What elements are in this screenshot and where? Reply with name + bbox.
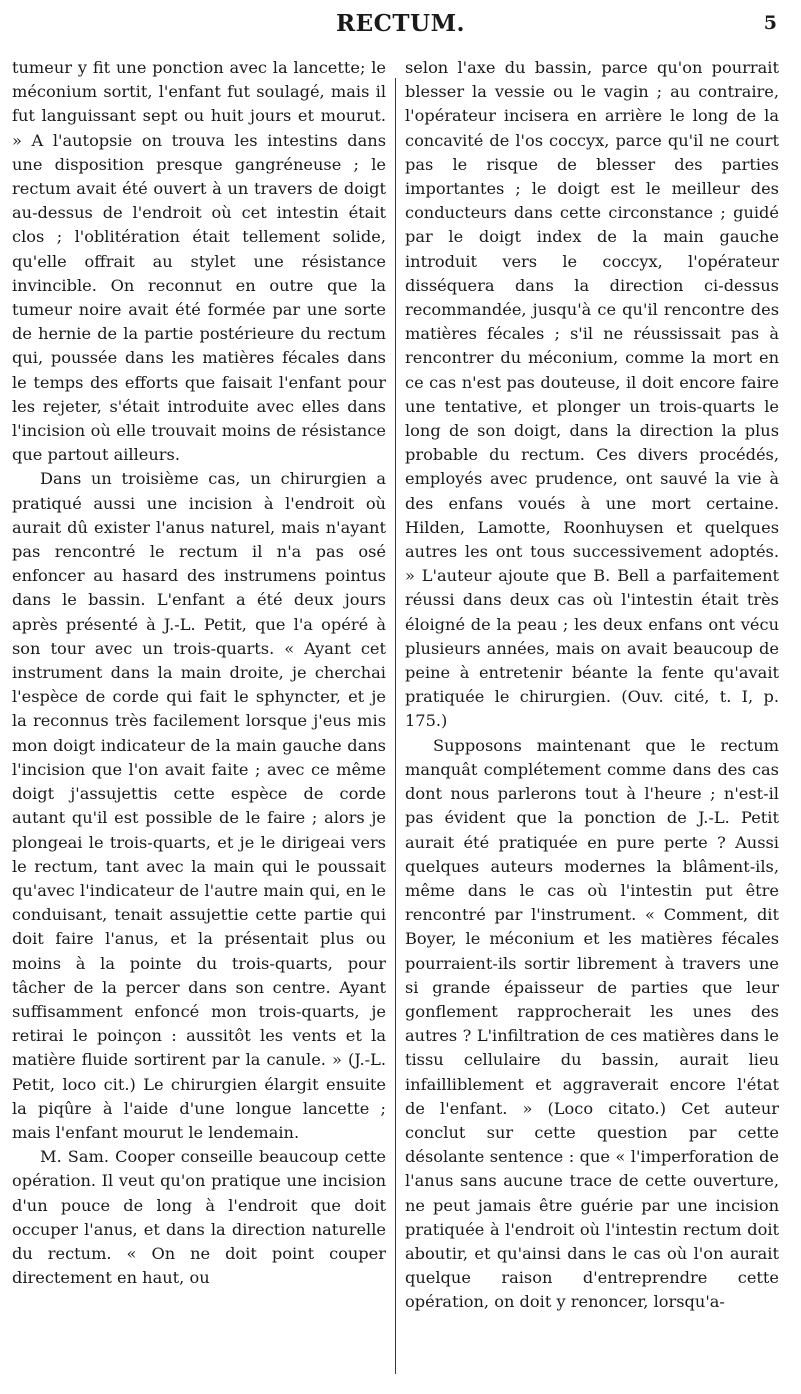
paragraph: selon l'axe du bassin, parce qu'on pourrait blesser la vessie ou le vagin ; au contraire, l'opérateur incisera en arrière le long de la concavité de l'os coccyx, parce qu'il ne court pas le risque de blesser des parties importantes ; le doigt est le meilleur des conducteurs dans cette circonstance ; guidé par le doigt index de la main gauche introduit vers le coccyx, l'opérateur disséquera dans la direction ci-dessus recommandée, jusqu'à ce qu'il rencontre des matières fécales ; s'il ne réussissait pas à rencontrer du méconium, comme la mort en ce cas n'est pas douteuse, il doit encore faire une tentative, et plonger un trois-quarts le long de son doigt, dans la direction la plus probable du rectum. Ces divers procédés, employés avec prudence, ont sauvé la vie à des enfans voués à une mort certaine. Hilden, Lamotte, Roonhuysen et quelques autres les ont tous successivement adoptés. » L'auteur ajoute que B. Bell a parfaitement réussi dans deux cas où l'intestin était très éloigné de la peau ; les deux enfans ont vécu plusieurs années, mais on avait beaucoup de peine à entretenir béante la fente qu'avait pratiquée le chirurgien. (Ouv. cité, t. I, p. 175.) <box>405 58 779 731</box>
paragraph: Dans un troisième cas, un chirurgien a pratiqué aussi une incision à l'endroit où aurait dû exister l'anus naturel, mais n'ayant pas rencontré le rectum il n'a pas osé enfoncer au hasard des instrumens pointus dans le bassin. L'enfant a été deux jours après présenté à J.-L. Petit, que l'a opéré à son tour avec un trois-quarts. « Ayant cet instrument dans la main droite, je cherchai l'espèce de corde qui fait le sphyncter, et je la reconnus très facilement lorsque j'eus mis mon doigt indicateur de la main gauche dans l'incision que l'on avait faite ; avec ce même doigt j'assujettis cette espèce de corde autant qu'il est possible de le faire ; alors je plongeai le trois-quarts, et je le dirigeai vers le rectum, tant avec la main qui le poussait qu'avec l'indicateur de l'autre main qui, en le conduisant, tenait assujettie cette partie qui doit faire l'anus, et la présentait plus ou moins à la pointe du trois-quarts, pour tâcher de la percer dans son centre. Ayant suffisamment enfoncé mon trois-quarts, je retirai le poinçon : aussitôt les vents et la matière fluide sortirent par la canule. » (J.-L. Petit, loco cit.) Le chirurgien élargit ensuite la piqûre à l'aide d'une longue lancette ; mais l'enfant mourut le lendemain. <box>12 469 386 1142</box>
column-divider <box>395 78 396 1374</box>
page-number: 5 <box>763 12 777 34</box>
paragraph: tumeur y fit une ponction avec la lancette; le méconium sortit, l'enfant fut soulagé, mais il fut languissant sept ou huit jours et mourut. » A l'autopsie on trouva les intestins dans une disposition presque gangréneuse ; le rectum avait été ouvert à un travers de doigt au-dessus de l'endroit où cet intestin était clos ; l'oblitération était tellement solide, qu'elle offrait au stylet une résistance invincible. On reconnut en outre que la tumeur noire avait été formée par une sorte de hernie de la partie postérieure du rectum qui, poussée dans les matières fécales dans le temps des efforts que faisait l'enfant pour les rejeter, s'était introduite avec elles dans l'incision où elle trouvait moins de résistance que partout ailleurs. <box>12 58 386 465</box>
running-title: RECTUM. <box>335 10 466 37</box>
right-column <box>405 56 779 1315</box>
page-header <box>0 0 801 44</box>
paragraph: Supposons maintenant que le rectum manquât complétement comme dans des cas dont nous parlerons tout à l'heure ; n'est-il pas évident que la ponction de J.-L. Petit aurait été pratiquée en pure perte ? Aussi quelques auteurs modernes la blâment-ils, même dans le cas où l'intestin put être rencontré par l'instrument. « Comment, dit Boyer, le méconium et les matières fécales pourraient-ils sortir librement à travers une si grande épaisseur de parties que leur gonflement rapprocherait les unes des autres ? L'infiltration de ces matières dans le tissu cellulaire du bassin, aurait lieu infailliblement et aggraverait encore l'état de l'enfant. » (Loco citato.) Cet auteur conclut sur cette question par cette désolante sentence : que « l'imperforation de l'anus sans aucune trace de cette ouverture, ne peut jamais être guérie par une incision pratiquée à l'endroit où l'intestin rectum doit aboutir, et qu'ainsi dans le cas où l'on aurait quelque raison d'entreprendre cette opération, on doit y renoncer, lorsqu'a- <box>405 735 779 1312</box>
left-column <box>12 56 386 1290</box>
paragraph: M. Sam. Cooper conseille beaucoup cette opération. Il veut qu'on pratique une incision d'un pouce de long à l'endroit que doit occuper l'anus, et dans la direction naturelle du rectum. « On ne doit point couper directement en haut, ou <box>12 1147 386 1288</box>
